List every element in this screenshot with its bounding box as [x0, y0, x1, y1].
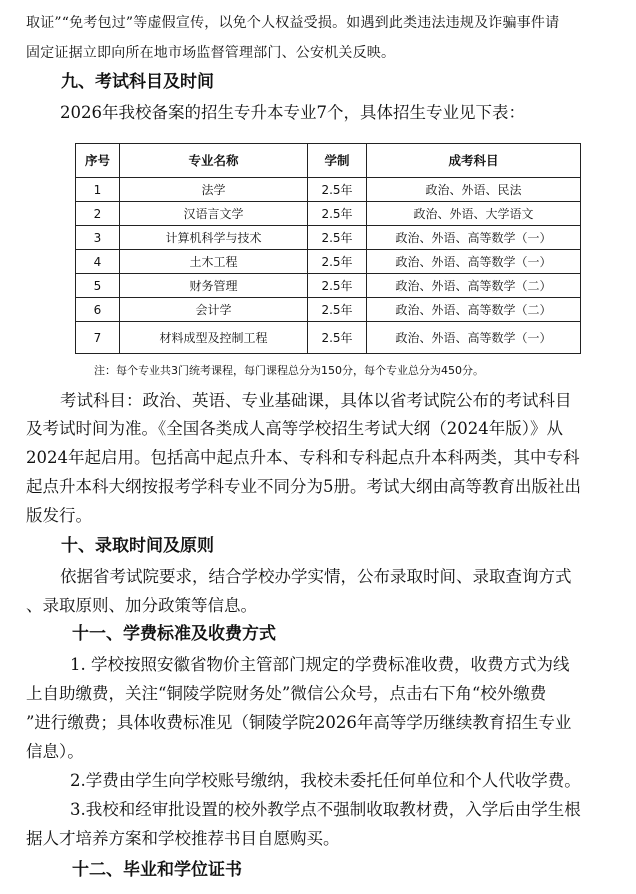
cell-duration: 2.5年 [308, 226, 367, 250]
header-index: 序号 [76, 144, 120, 178]
paragraph-line: 信息）。 [26, 742, 84, 761]
cell-subjects: 政治、外语、民法 [367, 178, 581, 202]
paragraph-line: 1. 学校按照安徽省物价主管部门规定的学费标准收费，收费方式为线 [70, 655, 570, 674]
cell-major: 法学 [120, 178, 308, 202]
paragraph-line: 版发行。 [26, 506, 92, 525]
paragraph-line: 起点升本科大纲按报考学科专业不同分为5册。考试大纲由高等教育出版社出 [26, 477, 581, 496]
cell-index: 3 [76, 226, 120, 250]
section-heading-10: 十、录取时间及原则 [61, 536, 214, 556]
paragraph-line: 2026年我校备案的招生专升本专业7个，具体招生专业见下表： [60, 103, 525, 122]
paragraph-line: 依据省考试院要求，结合学校办学实情，公布录取时间、录取查询方式 [60, 567, 572, 586]
cell-subjects: 政治、外语、高等数学（二） [367, 298, 581, 322]
paragraph-line: 固定证据立即向所在地市场监督管理部门、公安机关反映。 [26, 45, 396, 61]
cell-major: 财务管理 [120, 274, 308, 298]
cell-duration: 2.5年 [308, 202, 367, 226]
table-note: 注：每个专业共3门统考课程，每门课程总分为150分，每个专业总分为450分。 [94, 364, 484, 377]
majors-table [75, 143, 581, 354]
table-row [76, 202, 581, 226]
paragraph-line: ”进行缴费；具体收费标准见（铜陵学院2026年高等学历继续教育招生专业 [26, 713, 572, 732]
section-heading-11: 十一、学费标准及收费方式 [72, 624, 276, 644]
cell-index: 2 [76, 202, 120, 226]
paragraph-line: 考试科目：政治、英语、专业基础课，具体以省考试院公布的考试科目 [60, 391, 572, 410]
paragraph-line: 上自助缴费，关注“铜陵学院财务处”微信公众号，点击右下角“校外缴费 [26, 684, 547, 703]
header-duration: 学制 [308, 144, 367, 178]
cell-duration: 2.5年 [308, 274, 367, 298]
cell-duration: 2.5年 [308, 322, 367, 354]
table-row [76, 322, 581, 354]
cell-major: 汉语言文学 [120, 202, 308, 226]
paragraph-line: 、录取原则、加分政策等信息。 [26, 596, 257, 615]
cell-index: 4 [76, 250, 120, 274]
section-heading-9: 九、考试科目及时间 [61, 72, 214, 92]
cell-subjects: 政治、外语、高等数学（一） [367, 250, 581, 274]
cell-index: 5 [76, 274, 120, 298]
cell-index: 6 [76, 298, 120, 322]
cell-major: 土木工程 [120, 250, 308, 274]
table-row [76, 250, 581, 274]
table-row [76, 274, 581, 298]
paragraph-line: 取证”“免考包过”等虚假宣传，以免个人权益受损。如遇到此类违法违规及诈骗事件请 [26, 15, 560, 31]
cell-index: 1 [76, 178, 120, 202]
header-subjects: 成考科目 [367, 144, 581, 178]
cell-duration: 2.5年 [308, 298, 367, 322]
paragraph-line: 据人才培养方案和学校推荐书目自愿购买。 [26, 829, 340, 848]
paragraph-line: 及考试时间为准。《全国各类成人高等学校招生考试大纲（2024年版）》从 [26, 419, 563, 438]
cell-major: 材料成型及控制工程 [120, 322, 308, 354]
cell-subjects: 政治、外语、高等数学（二） [367, 274, 581, 298]
table-row [76, 298, 581, 322]
cell-index: 7 [76, 322, 120, 354]
table-row [76, 178, 581, 202]
cell-subjects: 政治、外语、高等数学（一） [367, 322, 581, 354]
cell-duration: 2.5年 [308, 178, 367, 202]
cell-subjects: 政治、外语、高等数学（一） [367, 226, 581, 250]
cell-subjects: 政治、外语、大学语文 [367, 202, 581, 226]
section-heading-12: 十二、毕业和学位证书 [72, 860, 242, 880]
table-row [76, 226, 581, 250]
table-header-row [76, 144, 581, 178]
paragraph-line: 2.学费由学生向学校账号缴纳，我校未委托任何单位和个人代收学费。 [70, 771, 581, 790]
paragraph-line: 3.我校和经审批设置的校外教学点不强制收取教材费，入学后由学生根 [70, 800, 581, 819]
header-major: 专业名称 [120, 144, 308, 178]
cell-duration: 2.5年 [308, 250, 367, 274]
cell-major: 会计学 [120, 298, 308, 322]
cell-major: 计算机科学与技术 [120, 226, 308, 250]
paragraph-line: 2024年起启用。包括高中起点升本、专科和专科起点升本科两类，其中专科 [26, 448, 580, 467]
